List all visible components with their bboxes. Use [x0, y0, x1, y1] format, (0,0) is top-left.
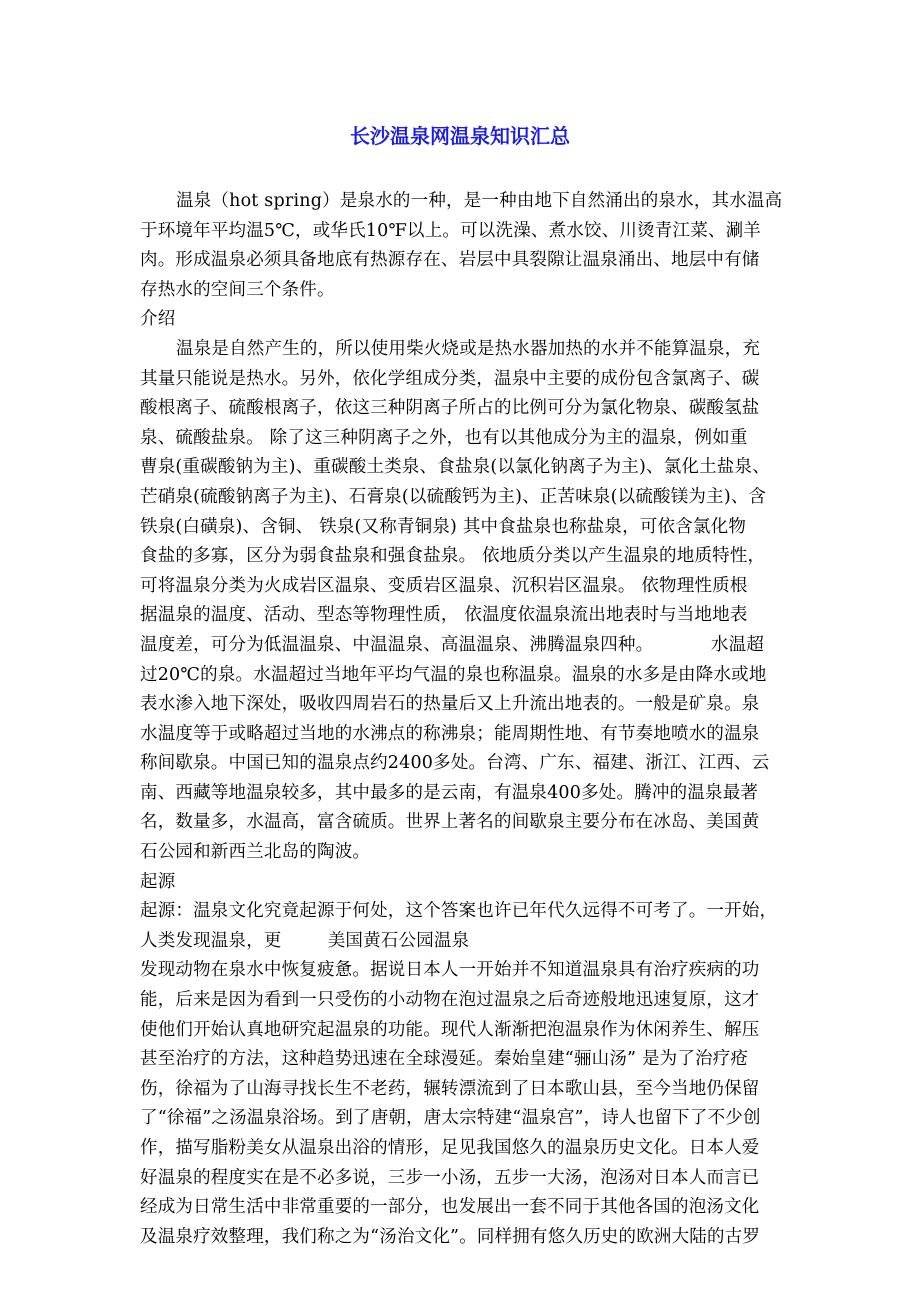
paragraph-line: 南、西藏等地温泉较多，其中最多的是云南，有温泉400多处。腾冲的温泉最著 [140, 782, 759, 803]
paragraph-line: 作，描写脂粉美女从温泉出浴的情形，足见我国悠久的温泉历史文化。日本人爱 [140, 1138, 760, 1158]
paragraph-line: 酸根离子、硫酸根离子，依这三种阴离子所占的比例可分为氯化物泉、碳酸氢盐 [140, 398, 760, 419]
paragraph-line: 铁泉(白磺泉)、含铜、 铁泉(又称青铜泉) 其中食盐泉也称盐泉，可依含氯化物 [140, 516, 747, 537]
document-title: 长沙温泉网温泉知识汇总 [350, 124, 570, 148]
paragraph-line: 发现动物在泉水中恢复疲惫。据说日本人一开始并不知道温泉具有治疗疾病的功 [140, 960, 760, 981]
paragraph-line: 能，后来是因为看到一只受伤的小动物在泡过温泉之后奇迹般地迅速复原，这才 [140, 990, 760, 1011]
section-heading-intro: 介绍 [140, 309, 176, 330]
paragraph-line: 温泉（hot spring）是泉水的一种，是一种由地下自然涌出的泉水，其水温高 [176, 191, 783, 211]
paragraph-line: 水温度等于或略超过当地的水沸点的称沸泉；能周期性地、有节奏地喷水的温泉 [140, 723, 760, 744]
paragraph-line: 食盐的多寡，区分为弱食盐泉和强食盐泉。 依地质分类以产生温泉的地质特性， [140, 546, 766, 567]
paragraph-line: 经成为日常生活中非常重要的一部分，也发展出一套不同于其他各国的泡汤文化 [140, 1197, 760, 1218]
paragraph-line: 表水渗入地下深处，吸收四周岩石的热量后又上升流出地表的。一般是矿泉。泉 [140, 694, 760, 715]
paragraph-line: 使他们开始认真地研究起温泉的功能。现代人渐渐把泡温泉作为休闲养生、解压 [140, 1019, 760, 1040]
paragraph-line: 及温泉疗效整理，我们称之为“汤治文化”。同样拥有悠久历史的欧洲大陆的古罗 [140, 1226, 761, 1247]
paragraph-line: 芒硝泉(硫酸钠离子为主)、石膏泉(以硫酸钙为主)、正苦味泉(以硫酸镁为主)、含 [140, 486, 767, 507]
paragraph-line: 温度差，可分为低温温泉、中温温泉、高温温泉、沸腾温泉四种。 水温超 [140, 634, 765, 655]
paragraph-line: 伤，徐福为了山海寻找长生不老药，辗转漂流到了日本歌山县，至今当地仍保留 [140, 1078, 760, 1099]
paragraph-line: 了“徐福”之汤温泉浴场。到了唐朝，唐太宗特建“温泉宫”，诗人也留下了不少创 [140, 1108, 761, 1129]
paragraph-line: 曹泉(重碳酸钠为主)、重碳酸土类泉、食盐泉(以氯化钠离子为主)、氯化土盐泉、 [140, 457, 770, 478]
paragraph-line: 温泉是自然产生的，所以使用柴火烧或是热水器加热的水并不能算温泉，充 [176, 338, 761, 359]
document-body [140, 187, 800, 1252]
paragraph-line: 于环境年平均温5℃，或华氏10℉以上。可以洗澡、煮水饺、川烫青江菜、涮羊 [140, 220, 762, 241]
paragraph-line: 称间歇泉。中国已知的温泉点约2400多处。台湾、广东、福建、浙江、江西、云 [140, 753, 770, 774]
paragraph-line: 其量只能说是热水。另外，依化学组成分类，温泉中主要的成份包含氯离子、碳 [140, 368, 760, 389]
paragraph-line: 过20℃的泉。水温超过当地年平均气温的泉也称温泉。温泉的水多是由降水或地 [140, 664, 767, 685]
paragraph-line: 名，数量多，水温高，富含硫质。世界上著名的间歇泉主要分布在冰岛、美国黄 [140, 812, 760, 833]
paragraph-line: 存热水的空间三个条件。 [140, 279, 335, 300]
paragraph-line: 泉、硫酸盐泉。 除了这三种阴离子之外，也有以其他成分为主的温泉，例如重 [140, 427, 748, 448]
paragraph-line: 可将温泉分类为火成岩区温泉、变质岩区温泉、沉积岩区温泉。 依物理性质根 [140, 575, 748, 596]
paragraph-line: 石公园和新西兰北岛的陶波。 [140, 842, 371, 863]
paragraph-line: 好温泉的程度实在是不必多说，三步一小汤，五步一大汤，泡汤对日本人而言已 [140, 1167, 760, 1188]
paragraph-line: 甚至治疗的方法，这种趋势迅速在全球漫延。秦始皇建“骊山汤” 是为了治疗疮 [140, 1049, 749, 1070]
paragraph-line: 据温泉的温度、活动、型态等物理性质， 依温度依温泉流出地表时与当地地表 [140, 605, 748, 626]
paragraph-line: 人类发现温泉，更 美国黄石公园温泉 [140, 930, 470, 951]
section-heading-origin: 起源 [140, 871, 176, 892]
paragraph-line: 起源：温泉文化究竟起源于何处，这个答案也许已年代久远得不可考了。一开始， [140, 901, 778, 922]
paragraph-line: 肉。形成温泉必须具备地底有热源存在、岩层中具裂隙让温泉涌出、地层中有储 [140, 250, 760, 271]
